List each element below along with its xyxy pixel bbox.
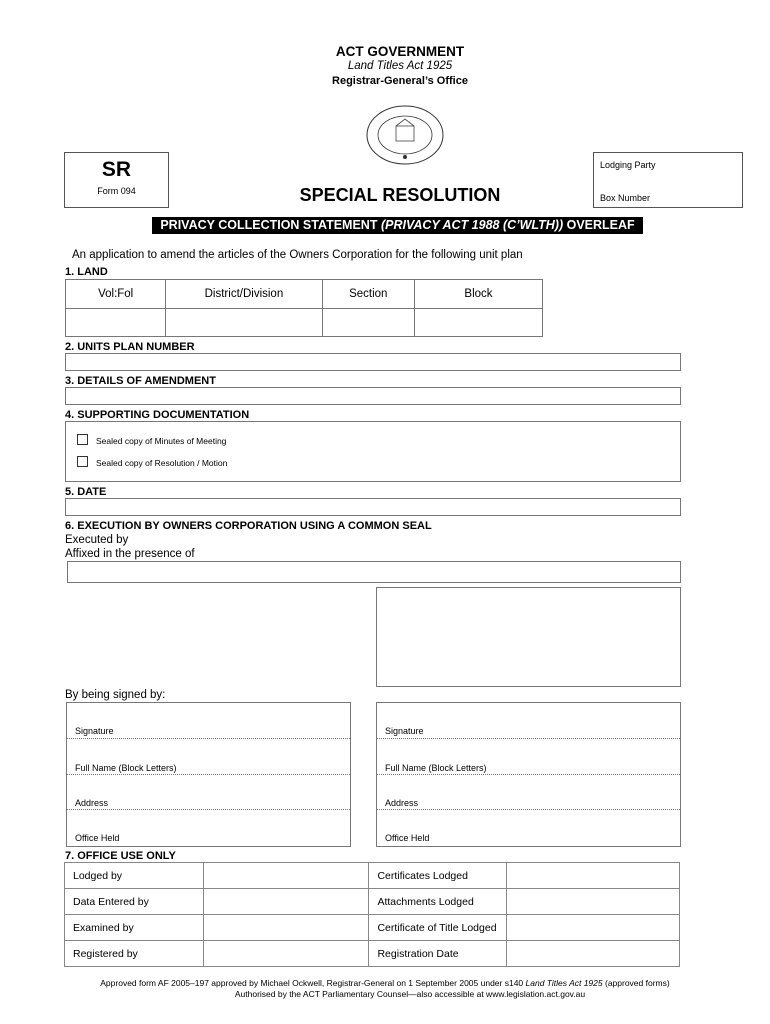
office-left-label-1: Data Entered by — [65, 889, 204, 915]
form-title: SPECIAL RESOLUTION — [299, 185, 501, 205]
section-execution-heading: 6. EXECUTION BY OWNERS CORPORATION USING A COMMON SEAL — [65, 520, 432, 532]
land-section-input[interactable] — [322, 309, 414, 337]
footer-authorised: Authorised by the ACT Parliamentary Counsel—also accessible at www.legislation.act.gov.au — [234, 989, 586, 999]
lodging-party-box[interactable] — [593, 152, 743, 208]
land-table — [65, 279, 543, 337]
section-supporting-heading: 4. SUPPORTING DOCUMENTATION — [65, 409, 250, 421]
office-right-label-2: Certificate of Title Lodged — [369, 915, 506, 941]
signatory-right-box[interactable] — [376, 702, 681, 847]
right-signature-label: Signature — [385, 726, 424, 736]
box-number-label: Box Number — [600, 193, 651, 203]
office-right-label-0: Certificates Lodged — [369, 863, 506, 889]
units-plan-input[interactable] — [65, 353, 681, 371]
footer-approval-post: (approved forms) — [602, 978, 670, 988]
office-left-value-3[interactable] — [204, 941, 369, 967]
act-seal-emblem — [364, 104, 446, 166]
office-left-value-2[interactable] — [204, 915, 369, 941]
footer-approval — [20, 978, 750, 988]
office-left-label-0: Lodged by — [65, 863, 204, 889]
form-code: SR — [101, 158, 132, 181]
signed-by-label: By being signed by: — [65, 689, 166, 701]
land-volfol-input[interactable] — [66, 309, 166, 337]
form-code-box — [64, 152, 169, 208]
common-seal-box[interactable] — [376, 587, 681, 687]
office-right-value-2[interactable] — [506, 915, 679, 941]
footer-approval-pre: Approved form AF 2005–197 approved by Michael Ockwell, Registrar-General on 1 September 2005 under s140 — [100, 978, 526, 988]
section-amendment-heading: 3. DETAILS OF AMENDMENT — [65, 375, 216, 387]
left-office-held-label: Office Held — [75, 833, 120, 843]
land-district-input[interactable] — [166, 309, 322, 337]
minutes-label: Sealed copy of Minutes of Meeting — [96, 436, 227, 446]
privacy-banner-italic: (PRIVACY ACT 1988 (C’WLTH)) — [380, 218, 564, 232]
form-number: Form 094 — [97, 186, 136, 196]
section-units-plan-heading: 2. UNITS PLAN NUMBER — [65, 341, 195, 353]
affixed-label: Affixed in the presence of — [65, 548, 195, 560]
minutes-checkbox[interactable] — [77, 434, 88, 445]
office-left-value-0[interactable] — [204, 863, 369, 889]
office-left-label-3: Registered by — [65, 941, 204, 967]
privacy-banner-suffix: OVERLEAF — [563, 218, 635, 232]
privacy-banner[interactable] — [152, 217, 643, 234]
amendment-input[interactable] — [65, 387, 681, 405]
intro-text: An application to amend the articles of the Owners Corporation for the following unit plan — [72, 249, 523, 261]
land-header-district: District/Division — [166, 280, 322, 309]
office-use-table — [64, 862, 680, 967]
lodging-party-label: Lodging Party — [600, 160, 656, 170]
footer-approval-italic: Land Titles Act 1925 — [525, 978, 603, 988]
office-name: Registrar-General’s Office — [332, 75, 468, 87]
land-block-input[interactable] — [414, 309, 542, 337]
left-address-label: Address — [75, 798, 109, 808]
section-office-use-heading: 7. OFFICE USE ONLY — [65, 850, 176, 862]
office-right-label-1: Attachments Lodged — [369, 889, 506, 915]
resolution-label: Sealed copy of Resolution / Motion — [96, 458, 228, 468]
government-heading: ACT GOVERNMENT — [335, 44, 465, 59]
resolution-checkbox[interactable] — [77, 456, 88, 467]
left-fullname-label: Full Name (Block Letters) — [75, 763, 177, 773]
land-header-block: Block — [414, 280, 542, 309]
office-left-label-2: Examined by — [65, 915, 204, 941]
right-fullname-label: Full Name (Block Letters) — [385, 763, 487, 773]
office-right-label-3: Registration Date — [369, 941, 506, 967]
privacy-banner-prefix: PRIVACY COLLECTION STATEMENT — [160, 218, 381, 232]
section-land-heading: 1. LAND — [65, 266, 108, 278]
office-right-value-3[interactable] — [506, 941, 679, 967]
affixed-presence-input[interactable] — [67, 561, 681, 583]
right-address-label: Address — [385, 798, 419, 808]
signatory-left-box[interactable] — [66, 702, 351, 847]
left-signature-label: Signature — [75, 726, 114, 736]
act-name: Land Titles Act 1925 — [347, 60, 453, 72]
right-office-held-label: Office Held — [385, 833, 430, 843]
section-date-heading: 5. DATE — [65, 486, 107, 498]
office-right-value-1[interactable] — [506, 889, 679, 915]
office-right-value-0[interactable] — [506, 863, 679, 889]
office-left-value-1[interactable] — [204, 889, 369, 915]
executed-by-label: Executed by — [65, 534, 129, 546]
land-header-volfol: Vol:Fol — [66, 280, 166, 309]
land-header-section: Section — [322, 280, 414, 309]
supporting-docs-box — [65, 421, 681, 482]
date-input[interactable] — [65, 498, 681, 516]
